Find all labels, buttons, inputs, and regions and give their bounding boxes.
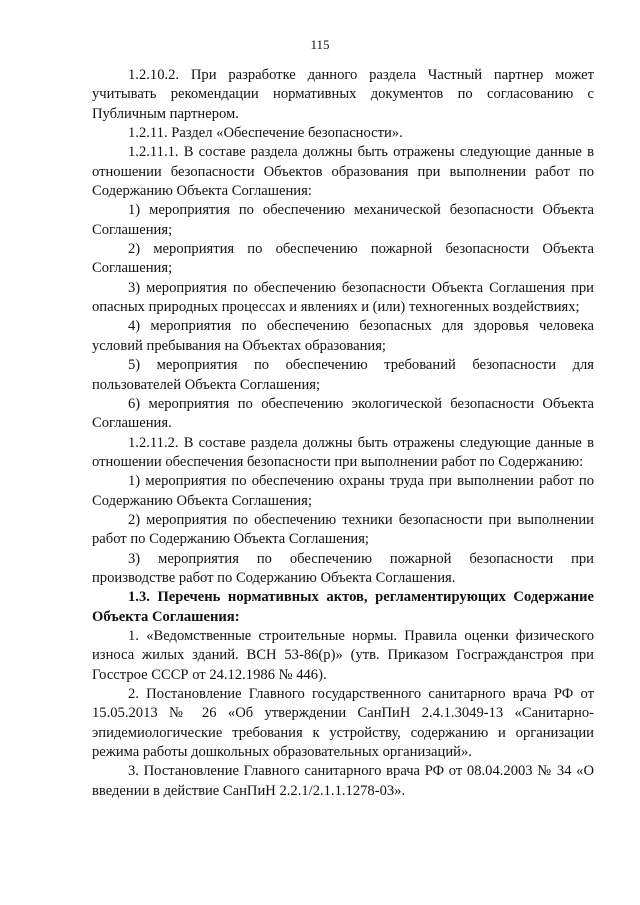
list-item: 3) мероприятия по обеспечению безопасности Объекта Соглашения при опасных природных процессах и явлениях и (или) техногенных воздействиях; bbox=[92, 279, 594, 316]
paragraph-1-2-11-2: 1.2.11.2. В составе раздела должны быть отражены следующие данные в отношении обеспечения безопасности при выполнении работ по Содержанию: bbox=[92, 434, 594, 470]
list-item: 4) мероприятия по обеспечению безопасных для здоровья человека условий пребывания на Объектах образования; bbox=[92, 318, 594, 354]
reference-item: 3. Постановление Главного санитарного врача РФ от 08.04.2003 № 34 «О введении в действие СанПиН 2.2.1/2.1.1.1278-03». bbox=[92, 763, 594, 799]
page-number: 115 bbox=[310, 37, 330, 52]
reference-item: 2. Постановление Главного государственного санитарного врача РФ от 15.05.2013 № 26 «Об утверждении СанПиН 2.4.1.3049-13 «Санитарно-эпидемиологические требования к устройству, содержанию и организации режима работы дошкольных образовательных организаций». bbox=[92, 686, 594, 761]
list-item: 6) мероприятия по обеспечению экологической безопасности Объекта Соглашения. bbox=[92, 395, 594, 432]
list-item: 2) мероприятия по обеспечению техники безопасности при выполнении работ по Содержанию Объекта Соглашения; bbox=[92, 511, 594, 548]
paragraph-1-2-11-1: 1.2.11.1. В составе раздела должны быть отражены следующие данные в отношении безопасности Объектов образования при выполнении работ по Содержанию Объекта Соглашения: bbox=[92, 144, 594, 200]
section-heading-1-3: 1.3. Перечень нормативных актов, регламентирующих Содержание Объекта Соглашения: bbox=[92, 589, 594, 625]
paragraph-1-2-10-2: 1.2.10.2. При разработке данного раздела Частный партнер может учитывать рекомендации нормативных документов по согласованию с Публичным партнером. bbox=[92, 67, 594, 122]
reference-item: 1. «Ведомственные строительные нормы. Правила оценки физического износа жилых зданий. ВСН 53-86(р)» (утв. Приказом Госгражданстроя при Госстрое СССР от 24.12.1986 № 446). bbox=[92, 627, 594, 683]
document-body bbox=[92, 66, 594, 801]
section-heading-1-2-11: 1.2.11. Раздел «Обеспечение безопасности». bbox=[128, 125, 403, 142]
list-item: 5) мероприятия по обеспечению требований безопасности для пользователей Объекта Соглашения; bbox=[92, 357, 594, 393]
list-item: 1) мероприятия по обеспечению механической безопасности Объекта Соглашения; bbox=[92, 202, 594, 238]
list-item: 1) мероприятия по обеспечению охраны труда при выполнении работ по Содержанию Объекта Соглашения; bbox=[92, 473, 594, 509]
list-item: 3) мероприятия по обеспечению пожарной безопасности при производстве работ по Содержанию Объекта Соглашения. bbox=[92, 550, 594, 586]
list-item: 2) мероприятия по обеспечению пожарной безопасности Объекта Соглашения; bbox=[92, 241, 594, 277]
